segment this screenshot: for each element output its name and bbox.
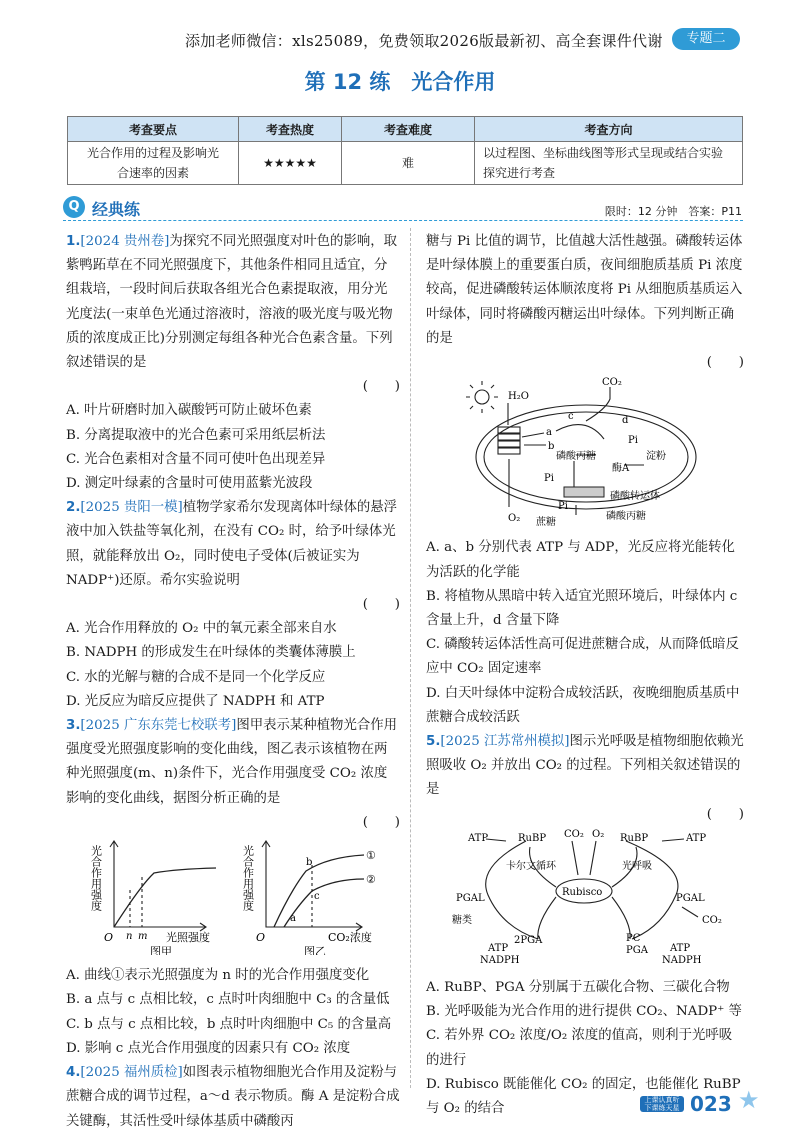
q4-triose: 磷酸丙糖 — [556, 451, 596, 463]
q5-photorespiration: 光呼吸 — [622, 860, 652, 872]
question-source: [2025 福州质检] — [80, 1065, 183, 1081]
q5-pgal2: PGAL — [676, 892, 705, 904]
requirement-table — [67, 116, 743, 185]
question-stem: 为探究不同光照强度对叶色的影响，取紫鸭跖草在不同光照强度下，其他条件相同且适宜，分组栽培，一段时间后获取各组光合色素提取液，用分光光度法(一束单色光通过溶液时，溶液的吸光度与吸光物质的浓度成正比)分别测定每组各种光合色素含量。下列叙述错误的是 — [66, 234, 398, 371]
table-header: 考查要点 — [68, 117, 239, 142]
footer-tag: 上课认真听 下课练天星 — [640, 1096, 684, 1112]
q4-c: c — [568, 411, 574, 423]
q5-atp1: ATP — [468, 832, 489, 844]
jia-origin: O — [104, 931, 114, 945]
option-a: A. a、b 分别代表 ATP 与 ADP，光反应将光能转化为活跃的化学能 — [426, 540, 735, 580]
q5-pc: PC — [626, 932, 641, 944]
question-stem: 图甲表示某种植物光合作用强度受光照强度影响的变化曲线，图乙表示该植物在两种光照强度(m、n)条件下，光合作用强度受 CO₂ 浓度影响的变化曲线，据图分析正确的是 — [66, 718, 398, 806]
q5-rubisco: Rubisco — [562, 886, 603, 898]
table-header: 考查难度 — [342, 117, 475, 142]
jia-ylabel: 光合作用强度 — [89, 845, 103, 912]
question-stem: 图示光呼吸是植物细胞依赖光照吸收 O₂ 并放出 CO₂ 的过程。下列相关叙述错误的是 — [426, 734, 744, 798]
question-3 — [66, 714, 400, 1061]
option-a: A. 光合作用释放的 O₂ 中的氧元素全部来自水 — [66, 621, 337, 637]
q4-h2o: H₂O — [508, 391, 529, 403]
question-number: 4. — [66, 1065, 81, 1081]
q5-pgal1: PGAL — [456, 892, 485, 904]
yi-curve-1: ① — [366, 849, 376, 863]
jia-m: m — [138, 931, 148, 943]
q5-nadph1: NADPH — [480, 954, 520, 966]
option-b: B. 将植物从黑暗中转入适宜光照环境后，叶绿体内 c 含量上升，d 含量下降 — [426, 588, 738, 629]
q5-figure — [426, 827, 744, 967]
q5-2pga: 2PGA — [514, 934, 543, 946]
jia-xlabel: 光照强度 — [166, 931, 210, 945]
q4-starch: 淀粉 — [646, 451, 666, 463]
option-d: D. 测定叶绿素的含量时可使用蓝紫光波段 — [66, 476, 313, 492]
topic-label: 专题二 — [672, 28, 740, 50]
question-4 — [66, 1061, 400, 1134]
transporter-shape — [564, 487, 604, 497]
option-a: A. 叶片研磨时加入碳酸钙可防止破坏色素 — [66, 403, 312, 419]
option-c: C. 磷酸转运体活性高可促进蔗糖合成，从而降低暗反应中 CO₂ 固定速率 — [426, 637, 739, 677]
question-stem: 如图表示植物细胞光合作用及淀粉与蔗糖合成的调节过程，a～d 表示物质。酶 A 是淀粉合成关键酶，其活性受叶绿体基质中磷酸丙 — [66, 1065, 400, 1129]
q4-b: b — [548, 441, 555, 453]
q5-atp2: ATP — [686, 832, 707, 844]
jia-n: n — [126, 931, 133, 943]
q5-rubp1: RuBP — [518, 832, 547, 844]
section-meta: 限时：12 分钟 答案：P11 — [604, 205, 742, 218]
yi-ylabel: 光合作用强度 — [241, 845, 255, 912]
question-1 — [66, 230, 400, 496]
section-icon: Q — [63, 196, 85, 218]
star-icon: ★ — [738, 1086, 760, 1114]
question-source: [2024 贵州卷] — [80, 234, 170, 249]
q4-enzyme: 酶A — [612, 463, 630, 475]
q5-nadph2: NADPH — [662, 954, 702, 966]
answer-paren: ( ) — [362, 597, 400, 613]
q3-figure — [66, 835, 400, 955]
option-a: A. RuBP、PGA 分别属于五碳化合物、三碳化合物 — [426, 980, 730, 996]
yi-a: a — [290, 913, 296, 925]
q4-triose2: 磷酸丙糖 — [606, 511, 646, 523]
q4-a: a — [546, 427, 552, 439]
answer-paren: ( ) — [706, 355, 744, 371]
q4-sucrose: 蔗糖 — [536, 517, 556, 528]
question-2 — [66, 496, 400, 714]
table-cell: 难 — [342, 142, 475, 185]
right-column — [426, 230, 744, 1121]
option-b: B. 光呼吸能为光合作用的进行提供 CO₂、NADP⁺ 等 — [426, 1004, 742, 1020]
table-header: 考查热度 — [239, 117, 342, 142]
table-cell: ★★★★★ — [239, 142, 342, 185]
q4-figure — [426, 375, 744, 527]
question-number: 3. — [66, 718, 81, 734]
yi-c: c — [314, 891, 320, 903]
q5-rubp2: RuBP — [620, 832, 649, 844]
option-d: D. 白天叶绿体中淀粉合成较活跃，夜晚细胞质基质中蔗糖合成较活跃 — [426, 685, 740, 725]
table-cell: 光合作用的过程及影响光合速率的因素 — [68, 142, 239, 185]
answer-paren: ( ) — [362, 814, 400, 830]
option-b: B. 分离提取液中的光合色素可采用纸层析法 — [66, 427, 326, 443]
section-title: 经典练 — [92, 200, 141, 219]
yi-caption: 图乙 — [304, 945, 326, 956]
q4-o2: O₂ — [508, 513, 521, 525]
question-5 — [426, 730, 744, 1121]
question-number: 5. — [426, 734, 441, 750]
yi-xlabel: CO₂浓度 — [328, 931, 372, 945]
question-stem: 糖与 Pi 比值的调节，比值越大活性越强。磷酸转运体是叶绿体膜上的重要蛋白质，夜间细胞质基质 Pi 浓度较高，促进磷酸转运体顺浓度将 Pi 从细胞质基质运入叶绿体，同时将磷酸丙糖运出叶绿体。下列判断正确的是 — [426, 234, 743, 346]
question-4-cont — [426, 230, 744, 730]
answer-paren: ( ) — [362, 379, 400, 395]
option-c: C. 光合色素相对含量不同可使叶色出现差异 — [66, 451, 326, 467]
option-b: B. NADPH 的形成发生在叶绿体的类囊体薄膜上 — [66, 645, 356, 661]
question-stem: 植物学家希尔发现离体叶绿体的悬浮液中加入铁盐等氧化剂，在没有 CO₂ 时，给予叶绿体光照，就能释放出 O₂，同时使电子受体(后被证实为 NADP⁺)还原。希尔实验说明 — [66, 500, 398, 588]
question-number: 2. — [66, 500, 81, 516]
q5-atp3: ATP — [488, 942, 509, 954]
yi-b: b — [306, 857, 313, 869]
page-number: 023 — [690, 1092, 732, 1116]
q4-pi1: Pi — [628, 435, 638, 447]
column-divider — [410, 228, 411, 1088]
table-header: 考查方向 — [475, 117, 743, 142]
yi-origin: O — [256, 931, 266, 945]
q5-sugar: 糖类 — [452, 914, 472, 926]
option-c: C. 若外界 CO₂ 浓度/O₂ 浓度的值高，则利于光呼吸的进行 — [426, 1028, 733, 1068]
question-source: [2025 江苏常州模拟] — [440, 734, 570, 750]
q5-atp4: ATP — [670, 942, 691, 954]
option-d: D. Rubisco 既能催化 CO₂ 的固定，也能催化 RuBP 与 O₂ 的结合 — [426, 1076, 741, 1117]
q5-pga: PGA — [626, 944, 648, 956]
yi-curve-2: ② — [366, 873, 376, 887]
q5-co2: CO₂ — [564, 828, 584, 840]
question-source: [2025 贵阳一模] — [80, 500, 183, 516]
option-b: B. a 点与 c 点相比较，c 点时叶肉细胞中 C₃ 的含量低 — [66, 992, 390, 1008]
q5-o2: O₂ — [592, 828, 605, 840]
q4-co2: CO₂ — [602, 377, 622, 389]
answer-paren: ( ) — [706, 806, 744, 822]
q4-pi3: Pi — [558, 501, 568, 513]
jia-caption: 图甲 — [150, 945, 172, 956]
option-d: D. 光反应为暗反应提供了 NADPH 和 ATP — [66, 693, 325, 709]
question-source: [2025 广东东莞七校联考] — [80, 718, 237, 734]
q5-calvin: 卡尔文循环 — [506, 860, 556, 872]
question-number: 1. — [66, 234, 81, 249]
page-badge — [640, 1086, 760, 1116]
option-c: C. 水的光解与糖的合成不是同一个化学反应 — [66, 669, 326, 685]
q4-pi2: Pi — [544, 473, 554, 485]
table-cell: 以过程图、坐标曲线图等形式呈现或结合实验探究进行考查 — [475, 142, 743, 185]
q4-transporter: 磷酸转运体 — [610, 491, 660, 503]
option-d: D. 影响 c 点光合作用强度的因素只有 CO₂ 浓度 — [66, 1040, 351, 1056]
option-c: C. b 点与 c 点相比较，b 点时叶肉细胞中 C₅ 的含量高 — [66, 1016, 392, 1032]
q4-d: d — [622, 415, 629, 427]
q5-co2b: CO₂ — [702, 914, 722, 926]
option-a: A. 曲线①表示光照强度为 n 时的光合作用强度变化 — [66, 968, 370, 984]
page-title: 第 12 练 光合作用 — [304, 70, 496, 94]
left-column — [66, 230, 400, 1134]
header-note: 添加老师微信：xls25089，免费领取2026版最新初、高全套课件代谢 — [185, 32, 663, 50]
